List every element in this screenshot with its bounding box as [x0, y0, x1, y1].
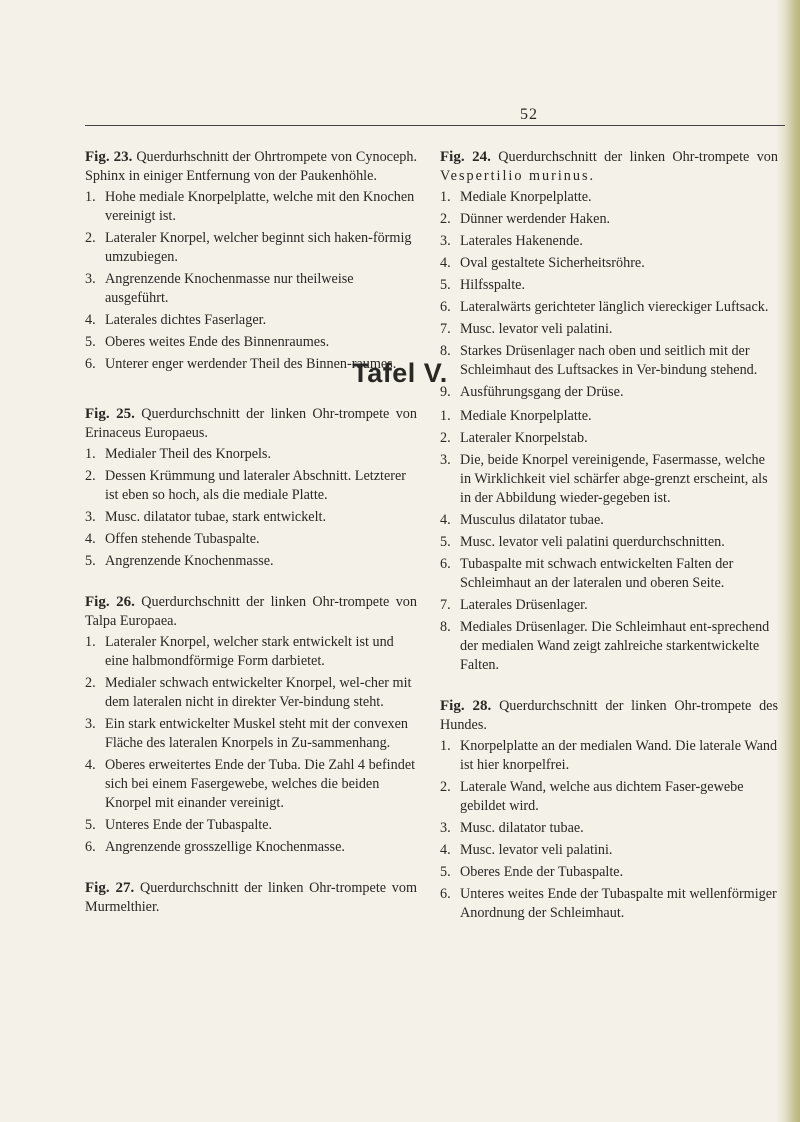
list-item [440, 778, 778, 816]
item-text: Dünner werdender Haken. [460, 211, 611, 227]
list-item [85, 816, 417, 835]
item-text: Ein stark entwickelter Muskel steht mit der convexen Fläche des lateralen Knorpels in Zu-sammenhang. [105, 716, 408, 751]
fig28-title: Querdurchschnitt der linken Ohr-trompete des Hundes. [440, 698, 778, 733]
item-number: 2. [85, 468, 96, 484]
item-text: Unteres weites Ende der Tubaspalte mit wellenförmiger Anordnung der Schleimhaut. [460, 886, 777, 921]
right-column [440, 405, 778, 945]
item-number: 8. [440, 343, 451, 359]
item-text: Medialer Theil des Knorpels. [105, 446, 272, 462]
list-item [85, 229, 417, 267]
list-item [85, 508, 417, 527]
list-item [440, 276, 778, 295]
item-number: 1. [85, 634, 96, 650]
page-number: 52 [520, 106, 538, 123]
item-text: Lateraler Knorpel, welcher beginnt sich haken-förmig umzubiegen. [105, 230, 412, 265]
list-item [440, 618, 778, 675]
fig23-title: Querdurhschnitt der Ohrtrompete von Cynoceph. Sphinx in einiger Entfernung von der Paukenhöhle. [85, 149, 417, 184]
item-text: Dessen Krümmung und lateraler Abschnitt. Letzterer ist eben so hoch, als die mediale Platte. [105, 468, 406, 503]
item-text: Oberes Ende der Tubaspalte. [460, 864, 624, 880]
item-text: Musculus dilatator tubae. [460, 512, 604, 528]
item-text: Medialer schwach entwickelter Knorpel, wel-cher mit dem lateralen nicht in direkter Ver-bindung steht. [105, 675, 412, 710]
item-number: 4. [85, 757, 96, 773]
item-number: 2. [85, 675, 96, 691]
fig25-title: Querdurchschnitt der linken Ohr-trompete von Erinaceus Europaeus. [85, 406, 417, 441]
left-column [85, 405, 417, 939]
fig27-caption [85, 879, 417, 917]
fig27-title: Querdurchschnitt der linken Ohr-trompete vom Murmelthier. [85, 880, 417, 915]
fig28-label: Fig. 28. [440, 698, 492, 714]
list-item [85, 674, 417, 712]
item-text: Musc. levator veli palatini querdurchschnitten. [460, 534, 725, 550]
item-text: Angrenzende Knochenmasse nur theilweise ausgeführt. [105, 271, 354, 306]
header-rule [85, 125, 785, 126]
item-text: Musc. levator veli palatini. [460, 321, 613, 337]
list-item [440, 407, 778, 426]
fig27-items-block [440, 407, 778, 675]
item-text: Ausführungsgang der Drüse. [460, 384, 624, 400]
list-item [85, 270, 417, 308]
item-number: 1. [440, 408, 451, 424]
item-text: Offen stehende Tubaspalte. [105, 531, 260, 547]
item-text: Die, beide Knorpel vereinigende, Fasermasse, welche in Wirklichkeit viel schärfer abge-grenzt erscheint, als in der Abbildung wieder-gegeben ist. [460, 452, 768, 506]
list-item [440, 298, 778, 317]
fig23-label: Fig. 23. [85, 149, 133, 165]
fig25-label: Fig. 25. [85, 406, 135, 422]
item-number: 6. [440, 886, 451, 902]
fig24-species: Vespertilio murinus. [440, 168, 596, 184]
item-number: 5. [440, 864, 451, 880]
item-text: Oberes erweitertes Ende der Tuba. Die Zahl 4 befindet sich bei einem Fasergewebe, welches die beiden Knorpel mit einander vereinigt. [105, 757, 416, 811]
item-text: Laterales Drüsenlager. [460, 597, 588, 613]
item-number: 3. [85, 509, 96, 525]
item-text: Starkes Drüsenlager nach oben und seitlich mit der Schleimhaut des Luftsackes in Ver-bindung stehend. [460, 343, 758, 378]
fig26-label: Fig. 26. [85, 594, 135, 610]
fig28-items [440, 737, 778, 923]
item-text: Mediale Knorpelplatte. [460, 408, 592, 424]
list-item [440, 819, 778, 838]
page-edge-shadow [776, 0, 800, 1122]
item-number: 3. [440, 233, 451, 249]
list-item [440, 596, 778, 615]
list-item [440, 555, 778, 593]
list-item [440, 320, 778, 339]
list-item [440, 863, 778, 882]
fig27-label: Fig. 27. [85, 880, 135, 896]
item-text: Unterer enger werdender Theil des Binnen-raumes. [105, 356, 397, 372]
item-text: Lateraler Knorpelstab. [460, 430, 588, 446]
list-item [440, 254, 778, 273]
fig23-items [85, 188, 417, 374]
item-number: 2. [440, 779, 451, 795]
list-item [85, 311, 417, 330]
item-text: Tubaspalte mit schwach entwickelten Falten der Schleimhaut an der lateralen und oberen Seite. [460, 556, 734, 591]
fig28-caption [440, 697, 778, 735]
item-text: Lateraler Knorpel, welcher stark entwickelt ist und eine halbmondförmige Form darbietet. [105, 634, 394, 669]
list-item [440, 841, 778, 860]
item-number: 1. [440, 738, 451, 754]
list-item [85, 633, 417, 671]
item-text: Musc. dilatator tubae, stark entwickelt. [105, 509, 327, 525]
list-item [440, 429, 778, 448]
item-text: Mediale Knorpelplatte. [460, 189, 592, 205]
fig26-caption [85, 593, 417, 631]
item-number: 1. [85, 189, 96, 205]
item-number: 8. [440, 619, 451, 635]
item-number: 6. [440, 299, 451, 315]
list-item [440, 232, 778, 251]
item-number: 1. [85, 446, 96, 462]
item-text: Hohe mediale Knorpelplatte, welche mit den Knochen vereinigt ist. [105, 189, 415, 224]
item-text: Angrenzende Knochenmasse. [105, 553, 274, 569]
list-item [85, 467, 417, 505]
item-number: 5. [440, 277, 451, 293]
item-number: 4. [440, 842, 451, 858]
list-item [85, 188, 417, 226]
item-number: 4. [440, 255, 451, 271]
list-item [440, 533, 778, 552]
item-text: Knorpelplatte an der medialen Wand. Die laterale Wand ist hier knorpelfrei. [460, 738, 778, 773]
list-item [440, 210, 778, 229]
fig23-caption [85, 148, 417, 186]
item-text: Unteres Ende der Tubaspalte. [105, 817, 273, 833]
item-text: Angrenzende grosszellige Knochenmasse. [105, 839, 345, 855]
fig25-items [85, 445, 417, 571]
fig26-title: Querdurchschnitt der linken Ohr-trompete von Talpa Europaea. [85, 594, 417, 629]
list-item [85, 445, 417, 464]
item-number: 5. [85, 334, 96, 350]
item-text: Laterales Hakenende. [460, 233, 583, 249]
item-number: 9. [440, 384, 451, 400]
fig25-caption [85, 405, 417, 443]
list-item [85, 838, 417, 857]
item-text: Lateralwärts gerichteter länglich viereckiger Luftsack. [460, 299, 769, 315]
item-number: 1. [440, 189, 451, 205]
item-number: 4. [85, 531, 96, 547]
item-number: 6. [440, 556, 451, 572]
fig26-items [85, 633, 417, 857]
item-number: 3. [85, 716, 96, 732]
list-item [85, 530, 417, 549]
fig24-caption [440, 148, 778, 186]
list-item [440, 188, 778, 207]
item-number: 2. [85, 230, 96, 246]
list-item [440, 511, 778, 530]
item-text: Oberes weites Ende des Binnenraumes. [105, 334, 330, 350]
fig23-block [85, 148, 417, 377]
fig27-items [440, 407, 778, 675]
item-text: Musc. levator veli palatini. [460, 842, 613, 858]
list-item [85, 756, 417, 813]
item-text: Laterales dichtes Faserlager. [105, 312, 267, 328]
item-text: Oval gestaltete Sicherheitsröhre. [460, 255, 645, 271]
item-text: Laterale Wand, welche aus dichtem Faser-gewebe gebildet wird. [460, 779, 744, 814]
item-number: 4. [85, 312, 96, 328]
tafel-title: Tafel V. [352, 358, 448, 388]
item-number: 3. [440, 820, 451, 836]
item-number: 3. [85, 271, 96, 287]
fig24-label: Fig. 24. [440, 149, 491, 165]
list-item [85, 715, 417, 753]
item-number: 4. [440, 512, 451, 528]
item-number: 6. [85, 839, 96, 855]
fig27-block [85, 879, 417, 917]
item-number: 3. [440, 452, 451, 468]
fig24-title: Querdurchschnitt der linken Ohr-trompete von [498, 149, 778, 165]
item-number: 5. [85, 553, 96, 569]
list-item [85, 333, 417, 352]
item-number: 2. [440, 430, 451, 446]
item-number: 7. [440, 597, 451, 613]
item-text: Mediales Drüsenlager. Die Schleimhaut ent-sprechend der medialen Wand zeigt zahlreiche starkentwickelte Falten. [460, 619, 770, 673]
fig28-block [440, 697, 778, 923]
list-item [85, 552, 417, 571]
list-item [440, 451, 778, 508]
item-text: Hilfsspalte. [460, 277, 526, 293]
list-item [440, 885, 778, 923]
item-text: Musc. dilatator tubae. [460, 820, 584, 836]
fig26-block [85, 593, 417, 857]
item-number: 5. [440, 534, 451, 550]
item-number: 5. [85, 817, 96, 833]
item-number: 2. [440, 211, 451, 227]
item-number: 6. [85, 356, 96, 372]
list-item [440, 737, 778, 775]
item-number: 7. [440, 321, 451, 337]
fig25-block [85, 405, 417, 571]
